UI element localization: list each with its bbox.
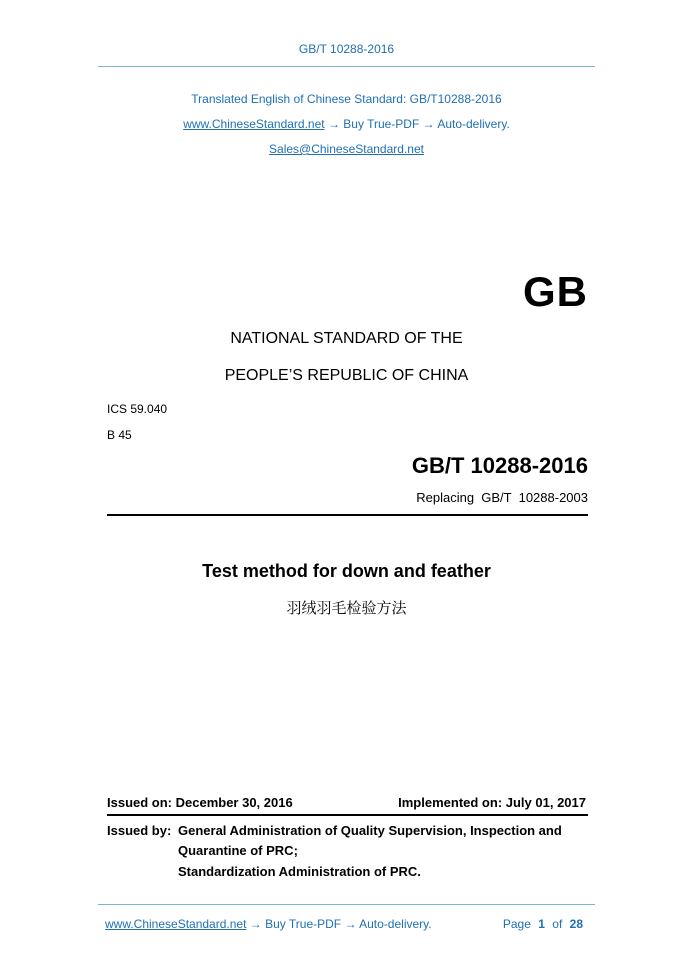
footer-divider [98, 904, 595, 905]
standard-number: GB/T 10288-2016 [411, 453, 588, 478]
issued-by-org2: Standardization Administration of PRC. [178, 864, 421, 879]
site-link[interactable]: www.ChineseStandard.net [183, 117, 325, 131]
dates-divider [107, 814, 588, 816]
page-indicator [503, 917, 583, 931]
email-link[interactable]: Sales@ChineseStandard.net [269, 142, 424, 156]
issued-by-org1-line1: General Administration of Quality Supervision, Inspection and [178, 823, 562, 838]
header-divider [98, 66, 595, 67]
issued-by-org1-line2: Quarantine of PRC; [178, 843, 298, 858]
email-line [0, 142, 693, 156]
ics-code: ICS 59.040 [107, 402, 168, 416]
implemented-on: Implemented on: July 01, 2017 [398, 795, 586, 810]
header-links-line [0, 117, 693, 131]
classification-code: B 45 [107, 428, 132, 442]
title-english: Test method for down and feather [202, 561, 491, 581]
national-standard-line2: PEOPLE’S REPUBLIC OF CHINA [224, 367, 469, 384]
header-code: GB/T 10288-2016 [298, 42, 395, 56]
gb-mark: GB [523, 268, 588, 315]
title-divider [107, 514, 588, 516]
page-total: 28 [569, 917, 583, 931]
issued-by-label: Issued by: [107, 823, 172, 838]
footer-site-link[interactable]: www.ChineseStandard.net [105, 917, 247, 931]
buy-text: → Buy True-PDF → Auto-delivery. [327, 117, 510, 131]
page-label: Page [502, 917, 531, 931]
national-standard-line1: NATIONAL STANDARD OF THE [230, 330, 463, 347]
page-of: of [552, 917, 563, 931]
translated-line: Translated English of Chinese Standard: GB/T10288-2016 [191, 92, 502, 106]
page-current: 1 [538, 917, 545, 931]
title-chinese: 羽绒羽毛检验方法 [286, 599, 407, 617]
footer-buy-text: → Buy True-PDF → Auto-delivery. [249, 917, 432, 931]
issued-on: Issued on: December 30, 2016 [107, 795, 293, 810]
replacing-line: Replacing GB/T 10288-2003 [416, 490, 588, 505]
footer-links [105, 917, 432, 931]
